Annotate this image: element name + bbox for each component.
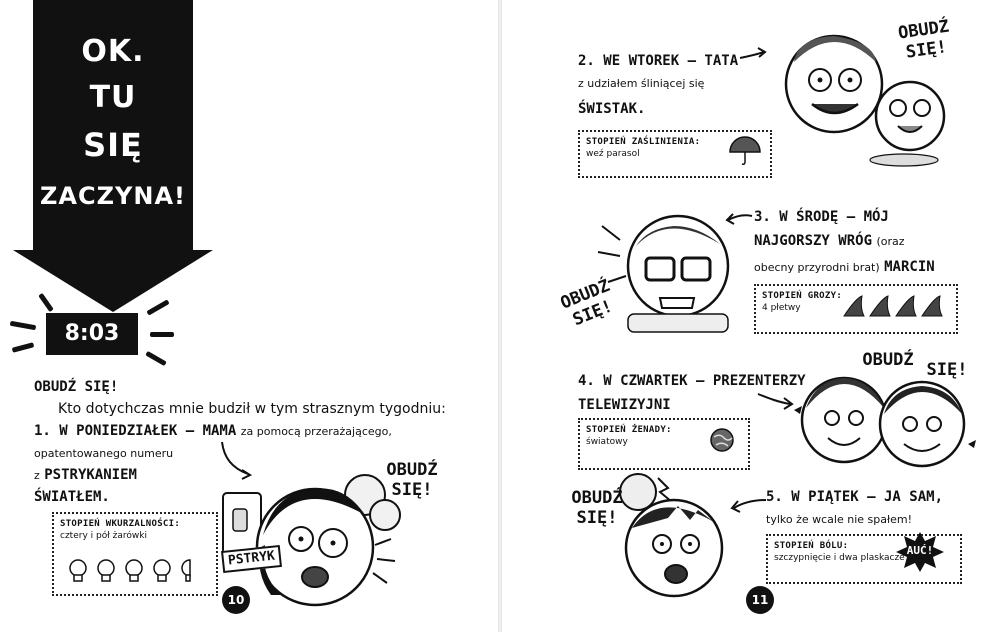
item-thursday-heading-a: 4. W CZWARTEK – PREZENTERZY (578, 373, 806, 389)
item-tuesday-heading: 2. WE WTOREK – TATA (578, 53, 739, 69)
item-tuesday-text-a: z udziałem śliniącej się (578, 77, 705, 90)
item-monday-text-c-caps: PSTRYKANIEM (44, 467, 137, 483)
item-wednesday-text-b: (oraz (876, 235, 905, 248)
left-page (0, 0, 498, 632)
arrow-line-3: SIĘ (83, 126, 143, 164)
shame-box (578, 418, 750, 470)
burst-line (12, 342, 35, 353)
pain-box-title: STOPIEŃ BÓLU: (774, 541, 849, 551)
item-monday-heading: 1. W PONIEDZIAŁEK – MAMA (34, 423, 237, 439)
wake-text-friday: OBUDŹ SIĘ! (571, 488, 623, 528)
pointer-arrow (724, 206, 754, 230)
wake-text-thursday-b: SIĘ! (926, 360, 968, 380)
wake-text-tuesday: OBUDŹ SIĘ! (896, 16, 951, 63)
item-friday-heading: 5. W PIĄTEK – JA SAM, (766, 489, 944, 505)
page-number-right: 11 (746, 586, 774, 614)
item-monday-text-b: opatentowanego numeru (34, 447, 174, 460)
right-page (502, 0, 1000, 632)
annoyance-box (52, 512, 218, 596)
drool-box-text: weź parasol (586, 149, 640, 159)
item-wednesday-heading-a: 3. W ŚRODĘ – MÓJ (754, 209, 889, 225)
pointer-arrow (756, 388, 796, 418)
item-wednesday-heading-b: NAJGORSZY WRÓG (754, 233, 873, 249)
fear-box-text: 4 płetwy (762, 303, 801, 313)
item-wednesday-text-c-caps: MARCIN (884, 259, 935, 275)
fear-box-title: STOPIEŃ GROZY: (762, 291, 843, 301)
shark-fin-icon (842, 296, 942, 318)
intro-title: OBUDŹ SIĘ! (34, 379, 119, 395)
drool-box (578, 130, 772, 178)
item-wednesday-line-c (754, 256, 935, 279)
time-display: 8:03 (46, 313, 138, 355)
shame-box-title: STOPIEŃ ŻENADY: (586, 425, 672, 435)
pstryk-sound: PSTRYK (221, 545, 282, 573)
item-thursday-heading-b: TELEWIZYJNI (578, 397, 671, 413)
pain-box-text: szczypnięcie i dwa plaskacze (774, 553, 905, 563)
arrow-line-2: TU (89, 80, 137, 115)
burst-line (10, 321, 36, 330)
ouch-text: AUĆ! (906, 544, 934, 557)
intro-text: Kto dotychczas mnie budził w tym strasznym tygodniu: (58, 401, 446, 417)
wake-text-thursday-a: OBUDŹ (862, 350, 914, 370)
arrow-line-4: ZACZYNA! (40, 182, 186, 210)
annoyance-box-title: STOPIEŃ WKURZALNOŚCI: (60, 519, 181, 529)
wake-text-wednesday: OBUDŹ SIĘ! (557, 275, 616, 331)
globe-icon (710, 428, 736, 454)
arrow-line-1: OK. (81, 34, 145, 69)
shame-box-text: światowy (586, 437, 628, 447)
umbrella-icon (728, 136, 762, 166)
pointer-arrow (728, 490, 768, 514)
item-friday-text: tylko że wcale nie spałem! (766, 513, 912, 526)
fear-box (754, 284, 958, 334)
wake-text-monday: OBUDŹ SIĘ! (386, 460, 438, 500)
item-monday-text-a: za pomocą przerażającego, (240, 425, 392, 438)
page-number-left: 10 (222, 586, 250, 614)
item-wednesday-line-b (754, 230, 905, 253)
item-wednesday-text-c: obecny przyrodni brat) (754, 261, 880, 274)
burst-line (150, 332, 174, 337)
item-monday-text-c: z (34, 469, 40, 482)
item-monday-text-d: ŚWIATŁEM. (34, 489, 110, 505)
annoyance-box-text: cztery i pół żarówki (60, 531, 147, 541)
lightbulb-icon (66, 558, 216, 592)
drool-box-title: STOPIEŃ ZAŚLINIENIA: (586, 137, 701, 147)
burst-line (145, 351, 167, 366)
item-tuesday-text-b: ŚWISTAK. (578, 101, 646, 117)
item-monday-line-c (34, 464, 137, 487)
